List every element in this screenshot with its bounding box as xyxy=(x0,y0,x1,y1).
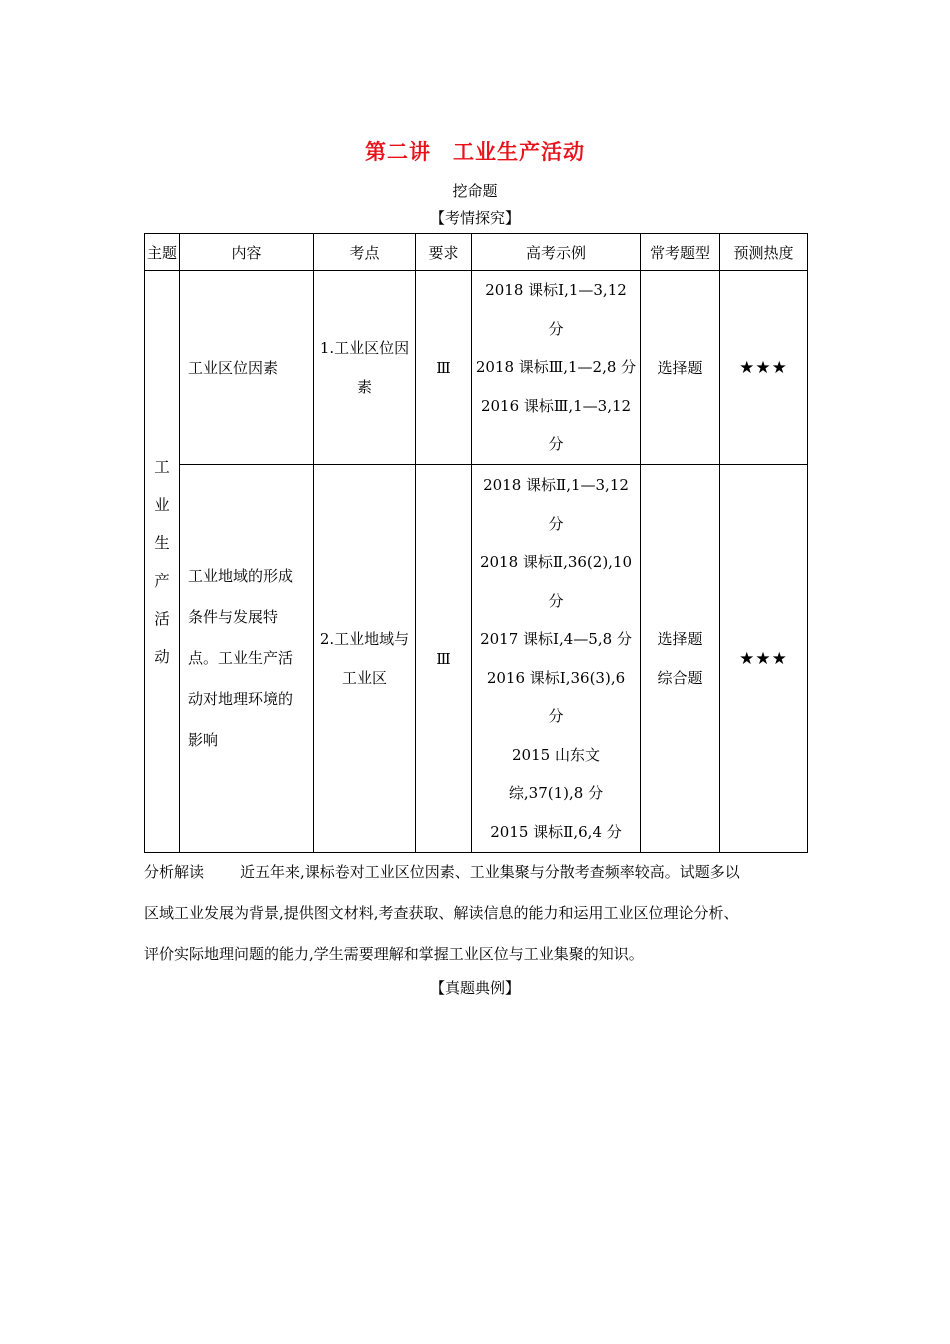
section-heading-exam-analysis: 【考情探究】 xyxy=(429,209,520,227)
example-line: 2018 课标Ⅲ,1—2,8 分 xyxy=(475,358,637,377)
topic-line: 工业 xyxy=(154,457,170,514)
analysis-paragraph xyxy=(144,852,807,975)
content-line: 动对地理环境的 xyxy=(188,690,294,708)
example-line: 2018 课标Ⅱ,36(2),10 xyxy=(479,553,633,571)
subtitle: 挖命题 xyxy=(452,182,498,200)
question-type-cell xyxy=(641,465,720,853)
topic-cell xyxy=(145,271,180,853)
example-line: 2017 课标Ⅰ,4—5,8 分 xyxy=(480,630,632,648)
header-cell: 考点 xyxy=(314,234,416,271)
content-line: 点。工业生产活 xyxy=(188,649,294,667)
point-line: 素 xyxy=(356,377,372,396)
example-line: 综,37(1),8 分 xyxy=(508,784,604,802)
examples-cell xyxy=(472,271,641,465)
example-line: 分 xyxy=(548,707,564,725)
example-line: 分 xyxy=(548,319,564,338)
example-line: 2016 课标Ⅰ,36(3),6 xyxy=(486,668,626,687)
requirement-cell: Ⅲ xyxy=(416,271,472,465)
topic-line: 生产 xyxy=(154,533,170,590)
page-title: 第二讲 工业生产活动 xyxy=(365,140,585,164)
analysis-text-line: 评价实际地理问题的能力,学生需要理解和掌握工业区位与工业集聚的知识。 xyxy=(144,945,644,963)
content-cell xyxy=(180,271,314,465)
content-line: 工业地域的形成 xyxy=(188,567,294,585)
question-type: 选择题 xyxy=(657,359,703,377)
table-row xyxy=(145,271,808,465)
question-type-cell xyxy=(641,271,720,465)
point-cell xyxy=(314,465,416,853)
exam-analysis-table xyxy=(144,233,808,853)
example-line: 分 xyxy=(548,591,564,610)
example-line: 2016 课标Ⅲ,1—3,12 xyxy=(480,396,632,415)
example-line: 分 xyxy=(548,435,564,454)
point-line: 2.工业地域与 xyxy=(319,629,410,648)
header-cell: 预测热度 xyxy=(720,234,808,271)
content-line: 工业区位因素 xyxy=(188,359,279,377)
example-line: 2018 课标Ⅰ,1—3,12 xyxy=(485,281,627,300)
example-line: 2015 山东文 xyxy=(512,745,600,764)
examples-cell xyxy=(472,465,641,853)
example-line: 分 xyxy=(548,514,564,533)
requirement-cell: Ⅲ xyxy=(416,465,472,853)
content-cell xyxy=(180,465,314,853)
header-cell: 内容 xyxy=(180,234,314,271)
header-cell: 常考题型 xyxy=(641,234,720,271)
question-type: 综合题 xyxy=(657,668,703,687)
heat-rating: ★★★ xyxy=(720,271,808,465)
example-line: 2018 课标Ⅱ,1—3,12 xyxy=(483,476,629,494)
content-line: 条件与发展特 xyxy=(188,608,279,626)
content-line: 影响 xyxy=(188,731,219,749)
point-line: 工业区 xyxy=(341,668,387,687)
header-cell: 高考示例 xyxy=(472,234,641,271)
point-line: 1.工业区位因 xyxy=(319,338,410,357)
point-cell xyxy=(314,271,416,465)
header-cell: 要求 xyxy=(416,234,472,271)
analysis-text-line: 区域工业发展为背景,提供图文材料,考查获取、解读信息的能力和运用工业区位理论分析、 xyxy=(144,904,739,922)
header-cell: 主题 xyxy=(145,234,180,271)
analysis-text-line: 近五年来,课标卷对工业区位因素、工业集聚与分散考查频率较高。试题多以 xyxy=(240,863,740,881)
analysis-label: 分析解读 xyxy=(144,863,205,881)
example-line: 2015 课标Ⅱ,6,4 分 xyxy=(490,822,622,841)
topic-line: 活动 xyxy=(154,609,170,666)
section-heading-real-questions: 【真题典例】 xyxy=(429,979,520,997)
heat-rating: ★★★ xyxy=(720,465,808,853)
table-header-row xyxy=(145,234,808,271)
question-type: 选择题 xyxy=(657,629,703,648)
table-row xyxy=(145,465,808,853)
